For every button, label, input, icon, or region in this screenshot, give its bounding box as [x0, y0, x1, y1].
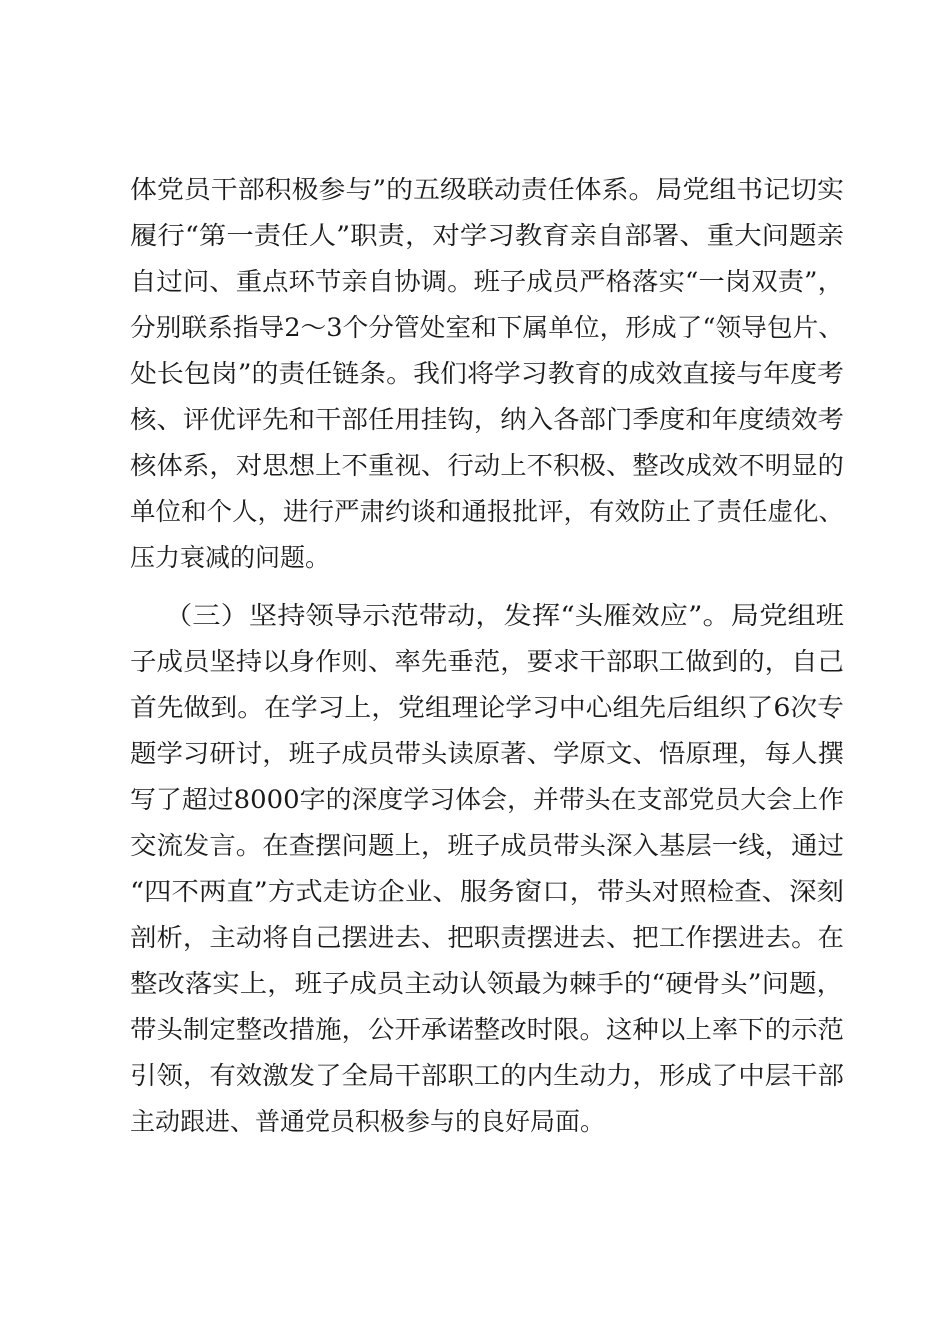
paragraph-line-text: 压力衰减的问题。: [130, 543, 331, 572]
paragraph-2-line-1: [0, 596, 950, 636]
paragraph-line-text: 首先做到。在学习上，党组理论学习中心组先后组织了6次专: [130, 693, 844, 722]
paragraph-2-line-2: [0, 642, 950, 682]
paragraph-line-text: 整改落实上，班子成员主动认领最为棘手的“硬骨头”问题，: [130, 969, 844, 998]
paragraph-2-line-4: [0, 734, 950, 774]
paragraph-2-line-7: [0, 872, 950, 912]
paragraph-1-line-3: [0, 262, 950, 302]
paragraph-2-line-3: [0, 688, 950, 728]
paragraph-line-text: 带头制定整改措施，公开承诺整改时限。这种以上率下的示范: [130, 1015, 844, 1044]
paragraph-line-text: 核体系，对思想上不重视、行动上不积极、整改成效不明显的: [130, 451, 844, 480]
paragraph-line-text: 引领，有效激发了全局干部职工的内生动力，形成了中层干部: [130, 1061, 844, 1090]
paragraph-1-line-5: [0, 354, 950, 394]
paragraph-line-text: 剖析，主动将自己摆进去、把职责摆进去、把工作摆进去。在: [130, 923, 844, 952]
paragraph-2-line-9: [0, 964, 950, 1004]
paragraph-1-line-7: [0, 446, 950, 486]
paragraph-2-line-8: [0, 918, 950, 958]
paragraph-line-text: 分别联系指导2～3个分管处室和下属单位，形成了“领导包片、: [130, 313, 844, 342]
paragraph-line-text: 履行“第一责任人”职责，对学习教育亲自部署、重大问题亲: [130, 221, 844, 250]
paragraph-line-text: 处长包岗”的责任链条。我们将学习教育的成效直接与年度考: [130, 359, 844, 388]
paragraph-1-line-1: [0, 170, 950, 210]
paragraph-line-text: 单位和个人，进行严肃约谈和通报批评，有效防止了责任虚化、: [130, 497, 844, 526]
paragraph-line-text: 核、评优评先和干部任用挂钩，纳入各部门季度和年度绩效考: [130, 405, 844, 434]
paragraph-2-line-10: [0, 1010, 950, 1050]
paragraph-1-line-2: [0, 216, 950, 256]
section-heading-line: （三）坚持领导示范带动，发挥“头雁效应”。局党组班: [164, 601, 844, 630]
paragraph-line-text: 子成员坚持以身作则、率先垂范，要求干部职工做到的，自己: [130, 647, 844, 676]
paragraph-2-line-11: [0, 1056, 950, 1096]
paragraph-line-text: “四不两直”方式走访企业、服务窗口，带头对照检查、深刻: [130, 877, 844, 906]
paragraph-1-line-8: [0, 492, 950, 532]
paragraph-1-line-9: [0, 538, 950, 578]
paragraph-line-text: 体党员干部积极参与”的五级联动责任体系。局党组书记切实: [130, 175, 844, 204]
paragraph-1-line-6: [0, 400, 950, 440]
paragraph-line-text: 自过问、重点环节亲自协调。班子成员严格落实“一岗双责”，: [130, 267, 844, 296]
paragraph-2-line-6: [0, 826, 950, 866]
paragraph-line-text: 题学习研讨，班子成员带头读原著、学原文、悟原理，每人撰: [130, 739, 844, 768]
paragraph-line-text: 交流发言。在查摆问题上，班子成员带头深入基层一线，通过: [130, 831, 844, 860]
paragraph-line-text: 主动跟进、普通党员积极参与的良好局面。: [130, 1107, 606, 1136]
paragraph-2-line-12: [0, 1102, 950, 1142]
paragraph-1-line-4: [0, 308, 950, 348]
paragraph-2-line-5: [0, 780, 950, 820]
paragraph-line-text: 写了超过8000字的深度学习体会，并带头在支部党员大会上作: [130, 785, 844, 814]
